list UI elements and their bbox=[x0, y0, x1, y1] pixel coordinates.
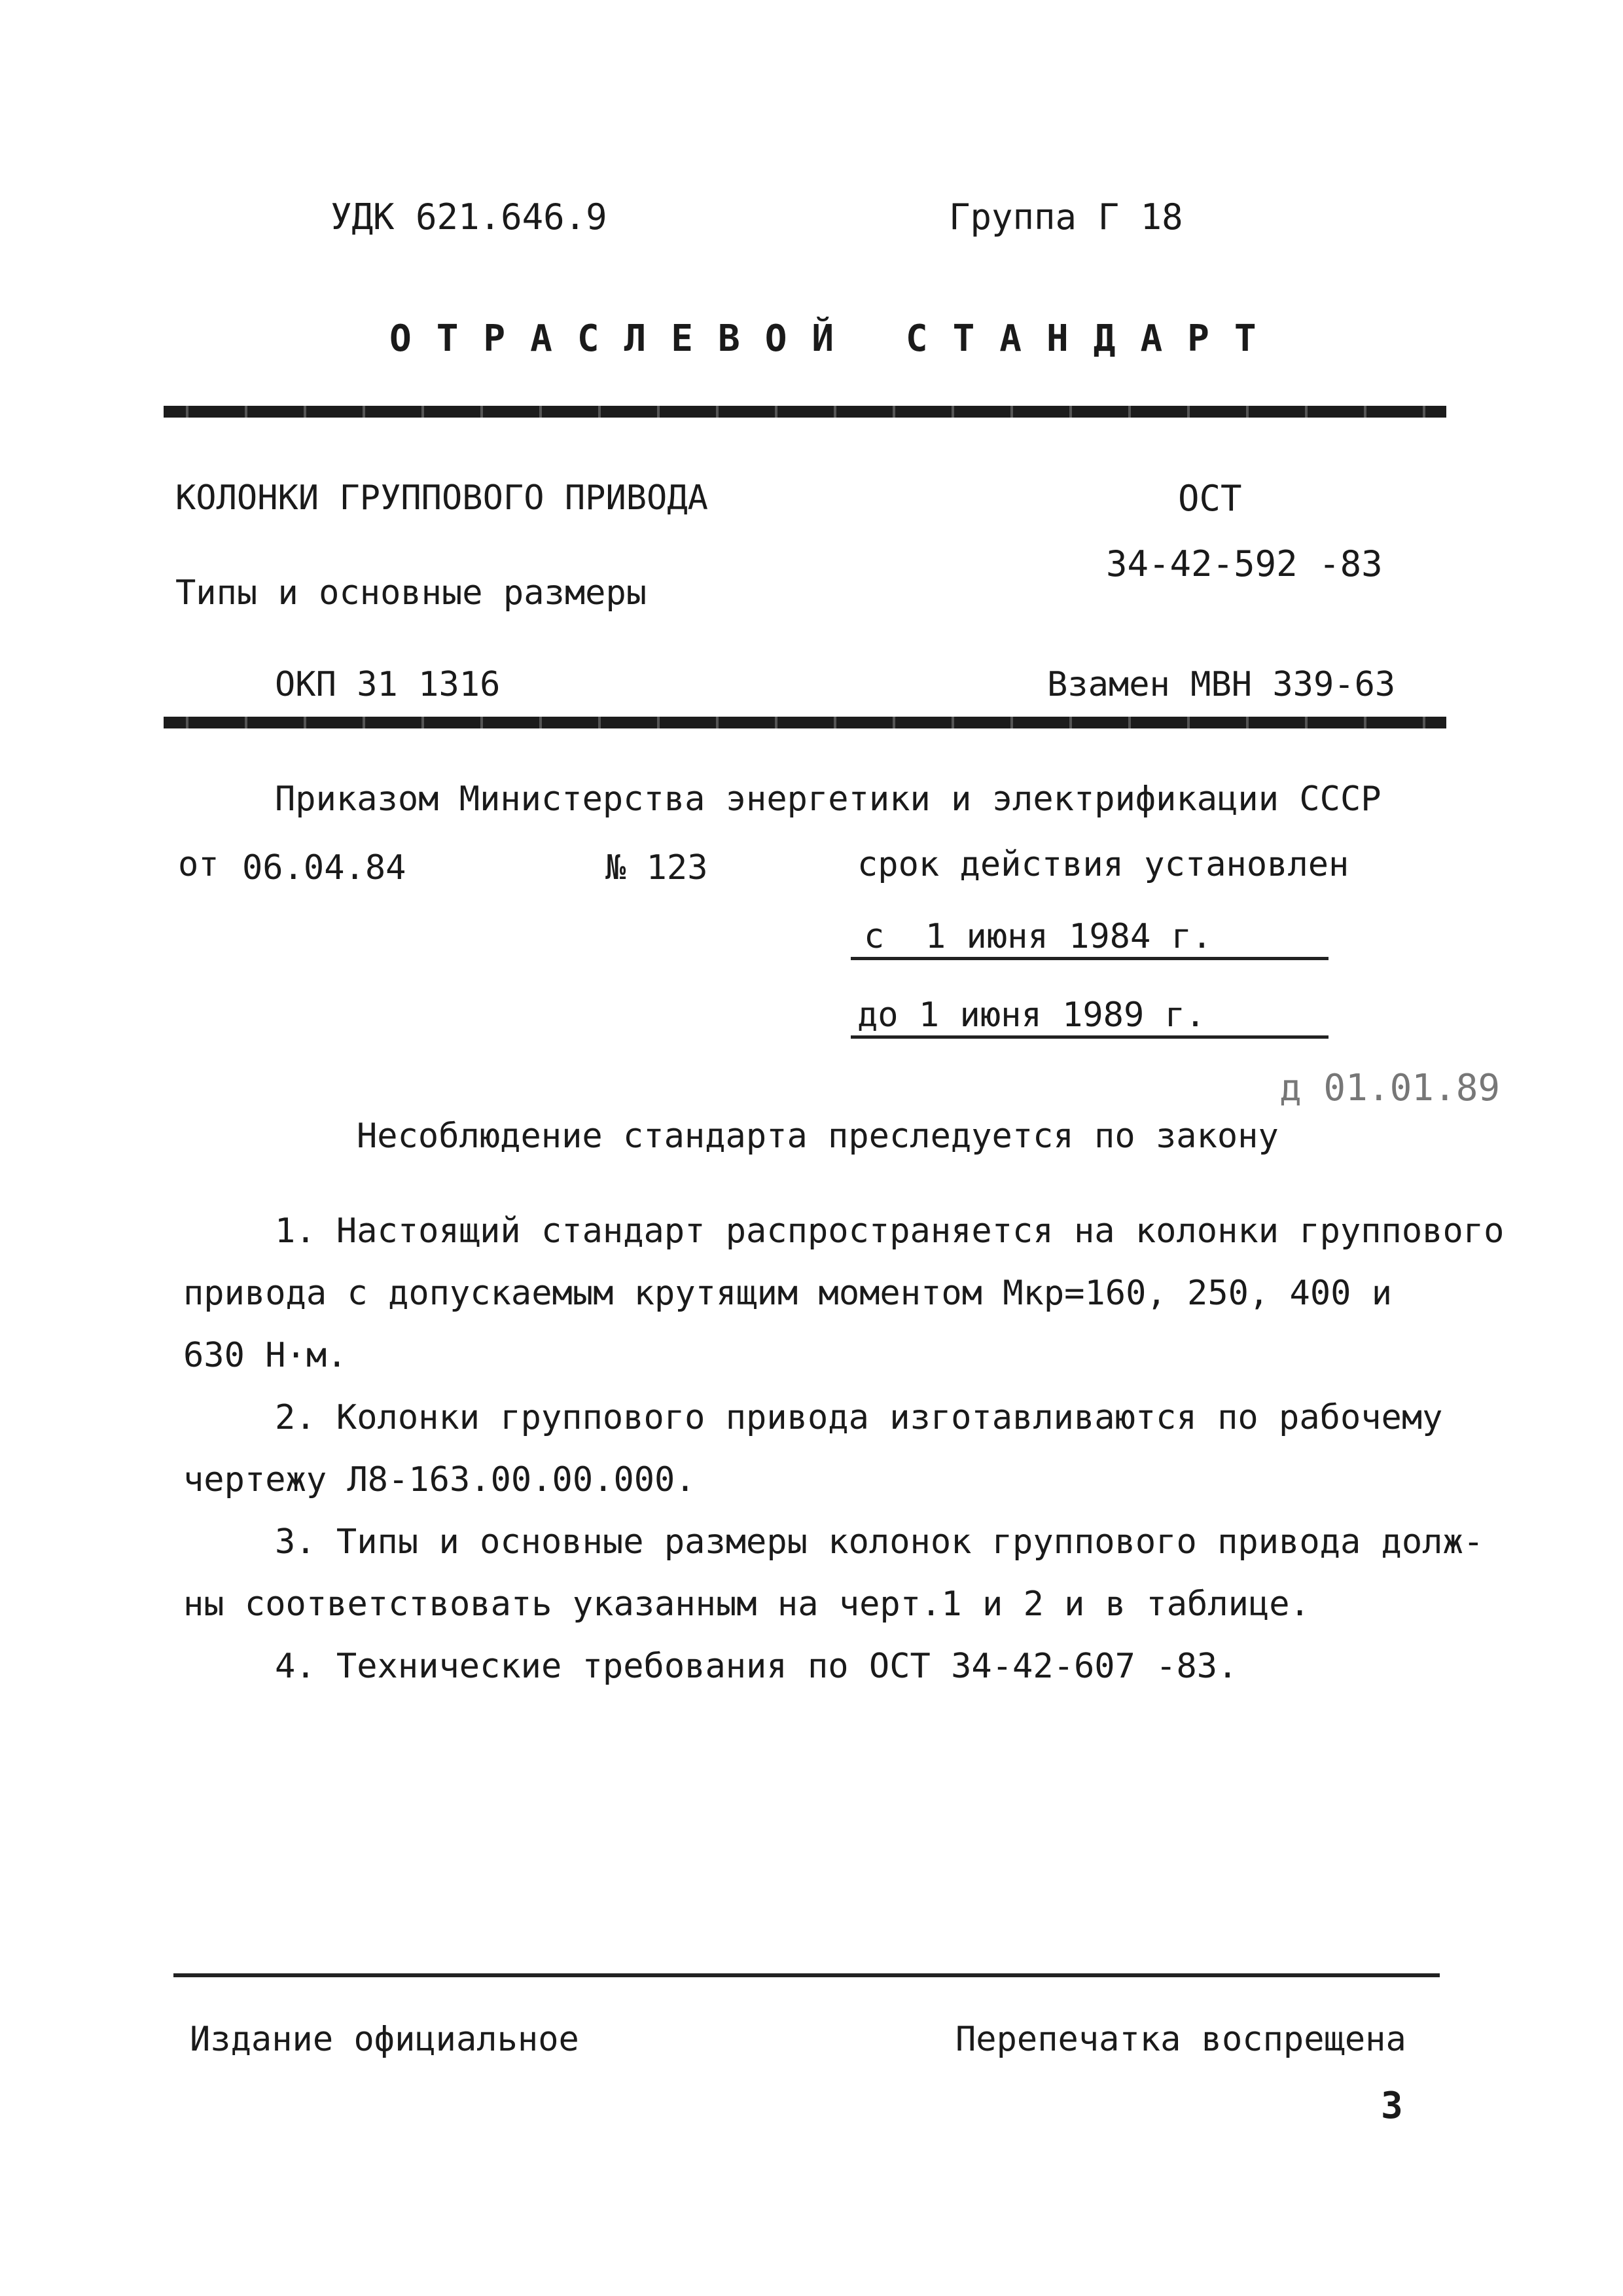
order-from-label: от bbox=[178, 845, 219, 884]
paragraph-3-line-1: 3. Типы и основные размеры колонок группового привода долж- bbox=[275, 1522, 1484, 1562]
paragraph-2-line-2: чертежу Л8-163.00.00.000. bbox=[183, 1460, 696, 1499]
ost-number: 34-42-592 -83 bbox=[1106, 543, 1383, 584]
footer-rule bbox=[173, 1973, 1440, 1977]
paragraph-1-line-3: 630 Н·м. bbox=[183, 1336, 348, 1375]
paragraph-3-line-2: ны соответствовать указанным на черт.1 и 2 и в таблице. bbox=[183, 1585, 1310, 1624]
valid-to-underline bbox=[851, 1035, 1329, 1039]
replaces-note: Взамен МВН 339-63 bbox=[1047, 665, 1396, 704]
valid-from-underline bbox=[851, 957, 1329, 960]
valid-from-date: с 1 июня 1984 г. bbox=[864, 917, 1213, 956]
udk-code: УДК 621.646.9 bbox=[330, 196, 607, 238]
paragraph-1-line-2: привода с допускаемым крутящим моментом Мкр=160, 250, 400 и bbox=[183, 1274, 1393, 1313]
order-number: № 123 bbox=[605, 848, 708, 888]
group-code: Группа Г 18 bbox=[949, 196, 1183, 238]
paragraph-4-line-1: 4. Технические требования по ОСТ 34-42-607 -83. bbox=[275, 1647, 1238, 1686]
legal-warning: Несоблюдение стандарта преследуется по закону bbox=[357, 1117, 1279, 1156]
standard-type-heading: ОТРАСЛЕВОЙ СТАНДАРТ bbox=[389, 317, 1281, 360]
paragraph-2-line-1: 2. Колонки группового привода изготавливаются по рабочему bbox=[275, 1398, 1443, 1437]
okp-code: ОКП 31 1316 bbox=[275, 665, 501, 704]
footer-edition: Издание официальное bbox=[190, 2020, 579, 2059]
extension-stamp: д 01.01.89 bbox=[1279, 1067, 1501, 1109]
paragraph-1-line-1: 1. Настоящий стандарт распространяется на колонки группового bbox=[275, 1211, 1505, 1251]
footer-reprint-note: Перепечатка воспрещена bbox=[955, 2020, 1406, 2059]
page-number: 3 bbox=[1381, 2085, 1403, 2127]
top-rule bbox=[164, 406, 1446, 418]
validity-label: срок действия установлен bbox=[857, 845, 1349, 884]
valid-to-date: до 1 июня 1989 г. bbox=[857, 996, 1206, 1035]
order-line: Приказом Министерства энергетики и электрификации СССР bbox=[275, 780, 1382, 819]
ost-label: ОСТ bbox=[1178, 478, 1242, 519]
standard-title: КОЛОНКИ ГРУППОВОГО ПРИВОДА bbox=[175, 478, 708, 518]
title-rule bbox=[164, 717, 1446, 728]
order-date: 06.04.84 bbox=[242, 848, 406, 888]
standard-subtitle: Типы и основные размеры bbox=[175, 573, 647, 613]
